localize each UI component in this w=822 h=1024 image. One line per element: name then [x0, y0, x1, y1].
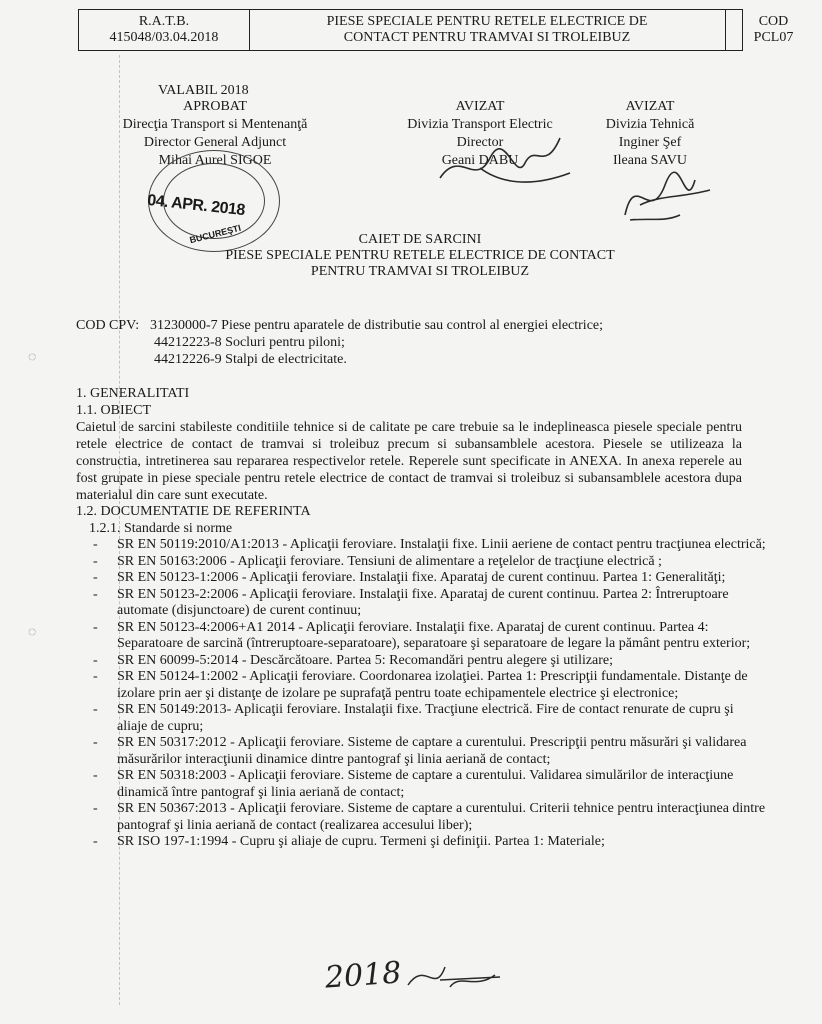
- standard-text: SR EN 50119:2010/A1:2013 - Aplicaţii feroviare. Instalaţii fixe. Linii aeriene de contact pentru tracţiunea electrică;: [117, 537, 766, 552]
- standard-item: [93, 619, 767, 653]
- list-dash: -: [93, 834, 98, 849]
- org-name: R.A.T.B.: [138, 14, 190, 29]
- standard-text: SR EN 50317:2012 - Aplicaţii feroviare. Sisteme de captare a curentului. Prescripţii pentru măsurări şi validarea măsurărilor interacţiunii dinamice dintre pantograf şi linia aeriană de contact;: [117, 735, 747, 767]
- approved-line1: Direcţia Transport si Mentenanţă: [122, 117, 308, 132]
- standard-item: [93, 537, 767, 554]
- cpv-line1: 31230000-7 Piese pentru aparatele de distributie sau control al energiei electrice;: [150, 318, 604, 333]
- header-code-cell: [725, 10, 822, 50]
- standard-item: [93, 735, 767, 768]
- section-references-heading: 1.2. DOCUMENTATIE DE REFERINTA: [76, 504, 311, 519]
- approved-line3: Mihai Aurel SIGOE: [158, 153, 272, 168]
- standard-item: [93, 553, 767, 571]
- section-general-heading: 1. GENERALITATI: [76, 386, 190, 401]
- chief-engineer-signature: [610, 160, 720, 230]
- approved-line2: Director General Adjunct: [143, 135, 287, 150]
- list-dash: -: [93, 570, 98, 585]
- list-dash: -: [93, 553, 98, 569]
- standards-list-items: [93, 537, 767, 851]
- avizat1-line3: Geani DABU: [441, 153, 519, 168]
- margin-mark-top: ◌: [28, 350, 37, 365]
- standard-text: SR EN 50149:2013- Aplicaţii feroviare. Instalaţii fixe. Tracţiune electrică. Fire de contact renurate de cupru şi aliaje de cupru;: [117, 702, 734, 734]
- stamp-city: BUCUREŞTI: [188, 222, 242, 246]
- section-object-heading: 1.1. OBIECT: [76, 403, 152, 418]
- director-signature: [420, 128, 580, 198]
- registration-number: 415048/03.04.2018: [109, 30, 219, 45]
- header-title-line2: CONTACT PENTRU TRAMVAI SI TROLEIBUZ: [343, 30, 631, 45]
- list-dash: -: [93, 801, 98, 816]
- standard-item: [93, 834, 767, 851]
- list-dash: -: [93, 768, 98, 783]
- header-title-cell: [249, 10, 726, 50]
- standard-item: [93, 669, 767, 702]
- standard-item: [93, 702, 767, 735]
- list-dash: -: [93, 586, 98, 602]
- avizat2-line3: Ileana SAVU: [612, 153, 687, 168]
- code-value: PCL07: [753, 30, 794, 45]
- list-dash: -: [93, 652, 98, 668]
- avizat1-line2: Director: [456, 135, 504, 150]
- margin-mark-bottom: ◌: [28, 625, 37, 640]
- avizat1-title: AVIZAT: [455, 99, 505, 114]
- valid-year: VALABIL 2018: [158, 83, 249, 98]
- stamp-date: 04. APR. 2018: [146, 191, 246, 220]
- standard-text: SR EN 50124-1:2002 - Aplicaţii feroviare. Coordonarea izolaţiei. Partea 1: Prescripţii fundamentale. Distanţe de izolare prin aer şi distanţe de izolare pe suprafaţă pentru toate echipamentele electrice şi electronice;: [117, 669, 748, 701]
- standards-heading: 1.2.1. Standarde si norme: [89, 521, 233, 536]
- standard-item: [93, 652, 767, 670]
- cpv-line2: 44212223-8 Socluri pentru piloni;: [154, 335, 345, 350]
- section-object-paragraph: Caietul de sarcini stabileste conditiile tehnice si de calitate pe care trebuie sa le indeplineasca piesele speciale pentru retele electrice de contact de tramvai si troleibuz precum si subansamblele acestora. Piesele se utilizeaza la constructia, intretinerea sau repararea respectivelor retele. Reperele sunt specificate in ANEXA. In anexa reperele au fost grupate in piese speciale pentru retele electrice de contact de tramvai si troleibuz si subansamblele acestora dupa materialul din care sunt executate.: [76, 420, 742, 503]
- standard-text: SR EN 60099-5:2014 - Descărcătoare. Partea 5: Recomandări pentru alegere şi utilizare;: [117, 652, 614, 668]
- list-dash: -: [93, 537, 98, 552]
- standard-text: SR ISO 197-1:1994 - Cupru şi aliaje de cupru. Termeni şi definiţii. Partea 1: Materiale;: [117, 834, 605, 849]
- avizat1-line1: Divizia Transport Electric: [407, 117, 553, 132]
- list-dash: -: [93, 702, 98, 717]
- section-references: [76, 503, 742, 537]
- standard-text: SR EN 50367:2013 - Aplicaţii feroviare. Sisteme de captare a curentului. Criterii tehnice pentru interacţiunea dintre pantograf şi linia aeriană de contact (realizarea accesului liber);: [117, 801, 766, 833]
- approved-title: APROBAT: [183, 99, 247, 114]
- document-title: [150, 232, 690, 280]
- header-org-cell: [79, 10, 250, 50]
- avizat2-line1: Divizia Tehnică: [605, 117, 695, 132]
- cpv-codes: [76, 317, 756, 368]
- header-title-line1: PIESE SPECIALE PENTRU RETELE ELECTRICE DE: [326, 14, 648, 29]
- standard-item: [93, 768, 767, 801]
- document-title-line3: PENTRU TRAMVAI SI TROLEIBUZ: [310, 264, 530, 279]
- cpv-line3: 44212226-9 Stalpi de electricitate.: [154, 352, 347, 367]
- section-general: [76, 385, 742, 504]
- standards-list: [93, 537, 767, 851]
- standard-text: SR EN 50123-4:2006+A1 2014 - Aplicaţii feroviare. Instalaţii fixe. Aparataj de curent continuu. Partea 4: Separatoare de sarcină (întreruptoare-separatoare), separatoare şi separatoare de legare la pământ pentru exterior;: [117, 619, 751, 651]
- standard-item: [93, 586, 767, 620]
- cpv-label: COD CPV:: [76, 318, 140, 333]
- header-table: [78, 9, 794, 51]
- standard-item: [93, 570, 767, 587]
- list-dash: -: [93, 619, 98, 635]
- avizat2-block: [585, 99, 715, 169]
- standard-text: SR EN 50163:2006 - Aplicaţii feroviare. Tensiuni de alimentare a reţelelor de tracţiune electrică ;: [117, 553, 662, 569]
- list-dash: -: [93, 669, 98, 684]
- document-title-line2: PIESE SPECIALE PENTRU RETELE ELECTRICE DE CONTACT: [225, 248, 615, 263]
- standard-text: SR EN 50123-1:2006 - Aplicaţii feroviare. Instalaţii fixe. Aparataj de curent continuu. Partea 1: Generalităţi;: [117, 570, 726, 585]
- footer-initials-signature: [400, 955, 510, 1000]
- code-label: COD: [758, 14, 789, 29]
- list-dash: -: [93, 735, 98, 750]
- document-title-line1: CAIET DE SARCINI: [358, 232, 482, 247]
- standard-text: SR EN 50123-2:2006 - Aplicaţii feroviare. Instalaţii fixe. Aparataj de curent continuu. Partea 2: Întreruptoare automate (disjunctoare) de curent continuu;: [117, 586, 729, 618]
- standard-item: [93, 801, 767, 834]
- avizat2-line2: Inginer Şef: [618, 135, 682, 150]
- handwritten-year: 2018: [323, 955, 403, 996]
- avizat2-title: AVIZAT: [625, 99, 675, 114]
- standard-text: SR EN 50318:2003 - Aplicaţii feroviare. Sisteme de captare a curentului. Validarea simulărilor de interacţiune dinamică între pantograf şi linia aeriană de contact;: [117, 768, 734, 800]
